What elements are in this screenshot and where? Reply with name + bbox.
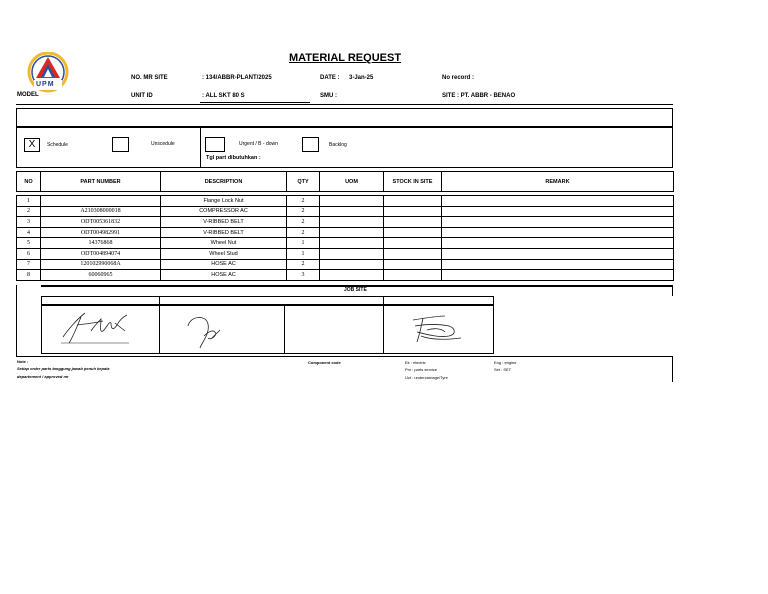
unit-id-underline xyxy=(200,102,310,103)
table-row: 2 A210308000018 COMPRESSOR AC 2 xyxy=(17,206,674,217)
col-stock: STOCK IN SITE xyxy=(384,172,442,192)
urgent-checkbox[interactable] xyxy=(205,137,225,152)
note-line-2: departement / approved mr xyxy=(17,374,69,379)
code-electric: Ek : electric xyxy=(405,360,426,365)
footer-top-rule xyxy=(16,356,673,357)
table-row: 6 ODT004894074 Wheel Stud 1 xyxy=(17,248,674,259)
items-table xyxy=(16,171,674,281)
options-divider xyxy=(200,128,201,167)
component-code-label: Component code xyxy=(308,360,341,365)
unschedule-checkbox[interactable] xyxy=(112,137,129,152)
signature-left-border xyxy=(16,285,17,356)
col-qty: QTY xyxy=(287,172,320,192)
note-line-1: Setiap order parts tanggung jawab penuh kepala xyxy=(17,366,110,371)
site-label: SITE : PT. ABBR - BENAO xyxy=(442,93,516,99)
strip-divider-2 xyxy=(383,296,384,305)
table-row: 5 14376868 Wheel Nut 1 xyxy=(17,238,674,249)
schedule-check-mark: X xyxy=(28,139,36,150)
table-row: 8 60060965 HOSE AC 3 xyxy=(17,270,674,281)
col-part-number: PART NUMBER xyxy=(41,172,161,192)
signature-header-strip xyxy=(41,296,494,305)
col-uom: UOM xyxy=(320,172,384,192)
signature-2 xyxy=(180,310,240,350)
strip-divider-1 xyxy=(159,296,160,305)
footer-right-border xyxy=(672,356,673,382)
table-row: 1 Flange Lock Nut 2 xyxy=(17,196,674,207)
signature-right-tick xyxy=(672,285,673,296)
page-title: MATERIAL REQUEST xyxy=(289,52,402,64)
unit-id-label: UNIT ID xyxy=(131,93,153,99)
code-parts-service: Pm : parts service xyxy=(405,367,438,372)
col-remark: REMARK xyxy=(442,172,674,192)
blank-row-box xyxy=(16,108,673,127)
schedule-label: Schedule xyxy=(47,142,68,148)
code-undercarriage: Uct : undercarriage/Tyre xyxy=(405,375,448,380)
logo-text: UPM xyxy=(36,81,55,88)
table-row: 7 120102990068A HOSE AC 2 xyxy=(17,259,674,270)
table-row: 3 ODT005361832 V-RIBBED BELT 2 xyxy=(17,217,674,228)
signature-3 xyxy=(405,310,469,348)
code-set: Set : SET xyxy=(494,367,512,372)
unit-id-value: : ALL SKT 80 S xyxy=(202,93,245,99)
unschedule-label: Unscedule xyxy=(151,141,175,147)
schedule-checkbox[interactable] xyxy=(24,138,40,152)
tgl-part-label: Tgl part dibutuhkan : xyxy=(206,155,261,161)
no-record-label: No record : xyxy=(442,75,475,81)
table-row: 4 ODT004982991 V-RIBBED BELT 2 xyxy=(17,227,674,238)
urgent-label: Urgent / B - down xyxy=(239,141,278,147)
code-engine: Eng : engine xyxy=(494,360,517,365)
signature-1 xyxy=(55,307,135,349)
header-rule xyxy=(16,104,673,105)
date-value: 3-Jan-25 xyxy=(349,75,374,81)
col-description: DESCRIPTION xyxy=(161,172,287,192)
job-site-label: JOB SITE xyxy=(344,287,367,293)
no-mr-site-value: : 134/ABBR-PLANT/2025 xyxy=(202,75,272,81)
backlog-checkbox[interactable] xyxy=(302,137,319,152)
signature-box-3 xyxy=(284,305,384,354)
smu-label: SMU : xyxy=(320,93,337,99)
note-label: Note : xyxy=(17,359,29,364)
no-mr-site-label: NO. MR SITE xyxy=(131,75,168,81)
model-label: MODEL xyxy=(17,92,39,98)
date-label: DATE : xyxy=(320,75,340,81)
col-no: NO xyxy=(17,172,41,192)
table-header-row xyxy=(17,172,674,192)
backlog-label: Backlog xyxy=(329,142,347,148)
